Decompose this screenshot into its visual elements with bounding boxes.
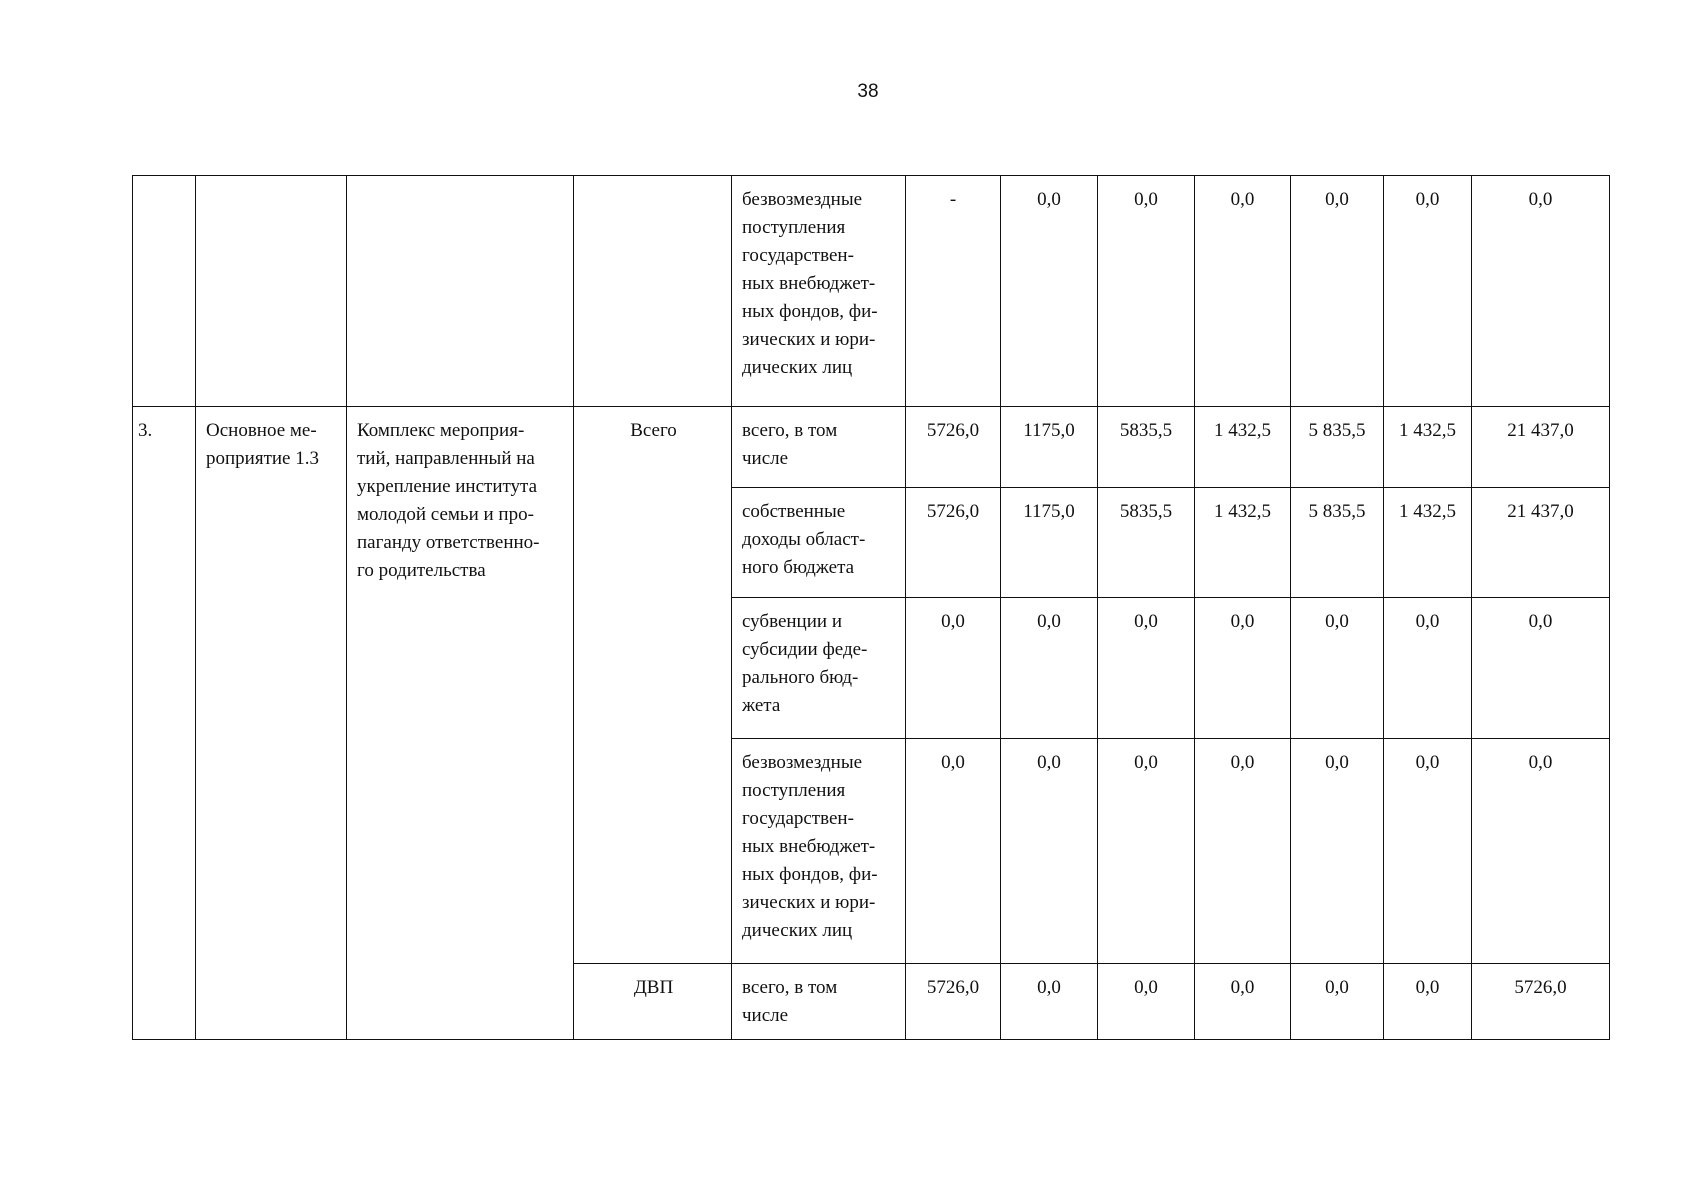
funding-source-cell: всего, в том числе [732, 407, 906, 488]
value-cell: 0,0 [1291, 964, 1384, 1040]
value-cell: 0,0 [1384, 964, 1472, 1040]
value-cell: 0,0 [1001, 598, 1098, 739]
value-cell: 0,0 [1384, 598, 1472, 739]
value-cell: 0,0 [1195, 739, 1291, 964]
value-cell: 0,0 [1001, 739, 1098, 964]
group-label-total: Всего [574, 407, 732, 964]
budget-table [132, 175, 1610, 1040]
item-name-cell: Основное ме- роприятие 1.3 [196, 407, 347, 1040]
page-number: 38 [857, 81, 879, 102]
value-cell: 0,0 [1291, 739, 1384, 964]
value-cell: 5726,0 [906, 964, 1001, 1040]
table-row [133, 407, 1610, 488]
value-cell: 5835,5 [1098, 488, 1195, 598]
value-cell: 0,0 [1098, 176, 1195, 407]
funding-source-cell: субвенции и субсидии феде- рального бюд- жета [732, 598, 906, 739]
value-cell: 21 437,0 [1472, 407, 1610, 488]
value-cell: 1 432,5 [1384, 488, 1472, 598]
value-cell: 0,0 [1195, 964, 1291, 1040]
value-cell: 0,0 [906, 598, 1001, 739]
value-cell: 1175,0 [1001, 488, 1098, 598]
value-cell: 0,0 [1291, 176, 1384, 407]
value-cell: 1 432,5 [1384, 407, 1472, 488]
value-cell: 5 835,5 [1291, 488, 1384, 598]
value-cell: 0,0 [1195, 598, 1291, 739]
value-cell: 5726,0 [906, 407, 1001, 488]
value-cell: 5726,0 [906, 488, 1001, 598]
value-cell: 21 437,0 [1472, 488, 1610, 598]
table-row [133, 176, 1610, 407]
value-cell: 0,0 [1472, 176, 1610, 407]
item-number-cell: 3. [133, 407, 196, 1040]
funding-source-cell: собственные доходы област- ного бюджета [732, 488, 906, 598]
value-cell: 5 835,5 [1291, 407, 1384, 488]
value-cell: 0,0 [1384, 739, 1472, 964]
value-cell: 0,0 [1472, 598, 1610, 739]
value-cell: 1175,0 [1001, 407, 1098, 488]
value-cell: 0,0 [906, 739, 1001, 964]
value-cell: 1 432,5 [1195, 488, 1291, 598]
group-label-dvp: ДВП [574, 964, 732, 1040]
value-cell: 0,0 [1384, 176, 1472, 407]
value-cell: 0,0 [1001, 964, 1098, 1040]
funding-source-cell: безвозмездные поступления государствен- ных внебюджет- ных фондов, фи- зических и юри- дических лиц [732, 176, 906, 407]
value-cell: - [906, 176, 1001, 407]
value-cell: 5835,5 [1098, 407, 1195, 488]
value-cell: 0,0 [1291, 598, 1384, 739]
value-cell: 0,0 [1001, 176, 1098, 407]
value-cell: 5726,0 [1472, 964, 1610, 1040]
value-cell: 0,0 [1098, 598, 1195, 739]
item-description-cell: Комплекс мероприя- тий, направленный на укрепление института молодой семьи и про- паганду ответственно- го родительства [347, 407, 574, 1040]
value-cell: 0,0 [1098, 964, 1195, 1040]
empty-cell [196, 176, 347, 407]
empty-cell [133, 176, 196, 407]
value-cell: 1 432,5 [1195, 407, 1291, 488]
funding-source-cell: безвозмездные поступления государствен- ных внебюджет- ных фондов, фи- зических и юри- дических лиц [732, 739, 906, 964]
value-cell: 0,0 [1098, 739, 1195, 964]
funding-source-cell: всего, в том числе [732, 964, 906, 1040]
value-cell: 0,0 [1195, 176, 1291, 407]
value-cell: 0,0 [1472, 739, 1610, 964]
empty-cell [574, 176, 732, 407]
empty-cell [347, 176, 574, 407]
